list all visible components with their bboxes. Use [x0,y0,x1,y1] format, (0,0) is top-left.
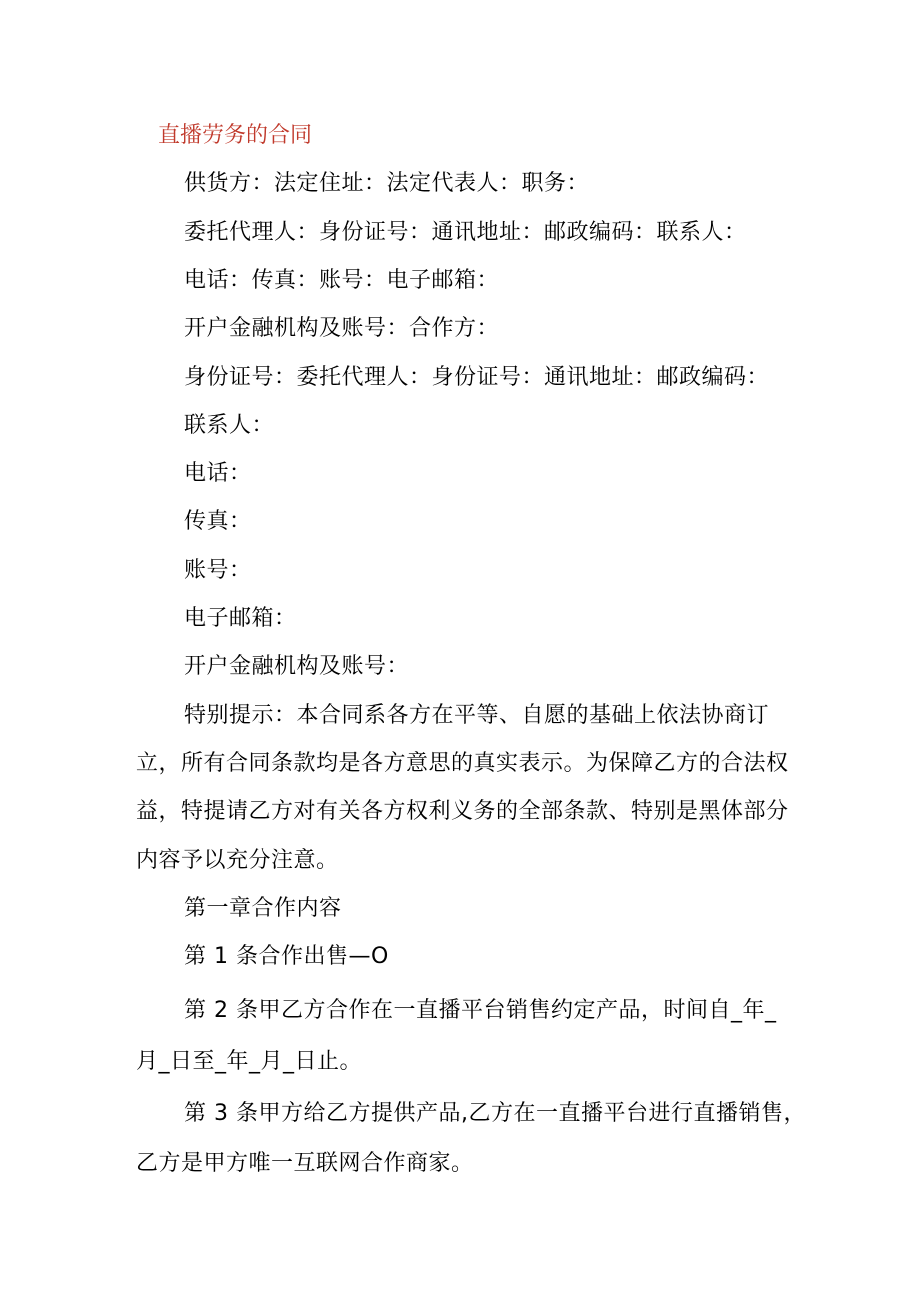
party-b-id-line: 身份证号：委托代理人：身份证号：通讯地址：邮政编码： [184,365,770,390]
notice-paragraph-line-4: 内容予以充分注意。 [136,848,339,873]
notice-paragraph-line-1: 特别提示：本合同系各方在平等、自愿的基础上依法协商订 [184,703,770,728]
article-3-line-1: 第 3 条甲方给乙方提供产品,乙方在一直播平台进行直播销售， [184,1101,806,1126]
notice-paragraph-line-3: 益，特提请乙方对有关各方权利义务的全部条款、特别是黑体部分 [136,799,789,824]
agent-info-line: 委托代理人：身份证号：通讯地址：邮政编码：联系人： [184,220,747,245]
article-3-line-2: 乙方是甲方唯一互联网合作商家。 [136,1151,474,1176]
article-2-line-1: 第 2 条甲乙方合作在一直播平台销售约定产品，时间自_年_ [184,998,777,1023]
contact-info-line: 电话：传真：账号：电子邮箱： [184,268,500,293]
bank-account-line: 开户金融机构及账号：合作方： [184,316,500,341]
phone-field: 电话： [184,461,252,486]
fax-field: 传真： [184,509,252,534]
contact-person-field: 联系人： [184,413,275,438]
bank-field: 开户金融机构及账号： [184,654,410,679]
article-2-line-2: 月_日至_年_月_日止。 [136,1049,363,1074]
email-field: 电子邮箱： [184,606,297,631]
account-field: 账号： [184,558,252,583]
party-a-info-line: 供货方：法定住址：法定代表人：职务： [184,171,590,196]
article-1: 第 1 条合作出售—O [184,944,389,969]
document-title: 直播劳务的合同 [158,123,313,148]
notice-paragraph-line-2: 立，所有合同条款均是各方意思的真实表示。为保障乙方的合法权 [136,751,789,776]
chapter-heading: 第一章合作内容 [184,896,342,921]
